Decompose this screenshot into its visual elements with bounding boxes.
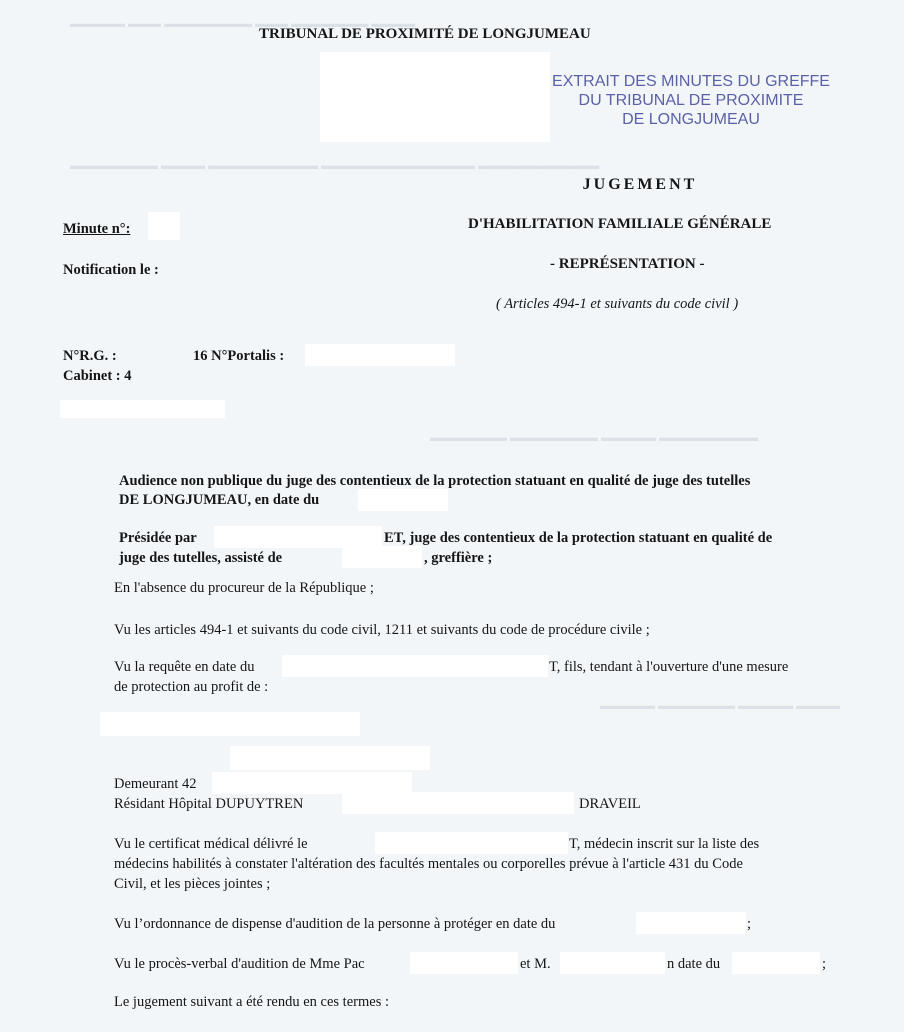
notification-label: Notification le : (63, 262, 159, 278)
pv-date: n date du (667, 956, 721, 972)
redaction-block (320, 52, 550, 142)
articles-line: Vu les articles 494-1 et suivants du code civil, 1211 et suivants du code de procédure civile ; (114, 622, 650, 638)
order-end: ; (747, 916, 752, 932)
request-line-2: de protection au profit de : (114, 679, 269, 695)
resident-label: Résidant Hôpital DUPUYTREN (114, 796, 304, 812)
certificate-start: Vu le certificat médical délivré le (114, 836, 308, 852)
redaction-block (636, 912, 746, 934)
judgement-articles: ( Articles 494-1 et suivants du code civil ) (496, 296, 739, 312)
redaction-block (282, 655, 548, 677)
redaction-block (60, 400, 225, 418)
redaction-block (100, 712, 360, 736)
redaction-block (214, 526, 382, 548)
certificate-line-2: médecins habilités à constater l'altération des facultés mentales ou corporelles prévue à l'article 431 du Code (114, 856, 743, 872)
absence-line: En l'absence du procureur de la République ; (114, 580, 374, 596)
residing-label: Demeurant 42 (114, 776, 197, 792)
pv-mid: et M. (520, 956, 551, 972)
pv-end: ; (822, 956, 827, 972)
minute-label: Minute n°: (63, 221, 131, 237)
certificate-end: T, médecin inscrit sur la liste des (569, 836, 760, 852)
presided-start: Présidée par (119, 530, 197, 546)
bleed-through-text: ▬▬▬▬▬▬▬▬ ▬▬▬▬ ▬▬▬▬▬▬▬▬▬▬ ▬▬▬▬▬▬▬▬▬▬▬▬▬▬ ▬▬▬▬▬▬▬▬▬▬▬ (70, 160, 600, 172)
redaction-block (375, 832, 568, 854)
request-start: Vu la requête en date du (114, 659, 255, 675)
order-line: Vu l’ordonnance de dispense d'audition de la personne à protéger en date du (114, 916, 556, 932)
request-end: T, fils, tendant à l'ouverture d'une mesure (549, 659, 789, 675)
presided-line-2-start: juge des tutelles, assisté de (119, 550, 283, 566)
bleed-through-text: ▬▬▬▬▬▬▬ ▬▬▬▬▬▬▬▬ ▬▬▬▬▬ ▬▬▬▬▬▬▬▬▬ (430, 432, 759, 444)
stamp-line-1: EXTRAIT DES MINUTES DU GREFFE (552, 73, 830, 90)
redaction-block (342, 792, 574, 814)
redaction-block (358, 489, 448, 511)
redaction-block (148, 212, 180, 240)
resident-city: DRAVEIL (579, 796, 641, 812)
hearing-line-2: DE LONGJUMEAU, en date du (119, 492, 320, 508)
stamp-line-2: DU TRIBUNAL DE PROXIMITE (578, 92, 804, 109)
redaction-block (560, 952, 665, 974)
rg-label: N°R.G. : (63, 348, 117, 364)
presided-line-2-end: , greffière ; (424, 550, 493, 566)
pv-start: Vu le procès-verbal d'audition de Mme Pac (114, 956, 365, 972)
redaction-block (305, 344, 455, 366)
redaction-block (732, 952, 820, 974)
hearing-line-1: Audience non publique du juge des contentieux de la protection statuant en qualité de juge des tutelles (119, 473, 751, 489)
bleed-through-text: ▬▬▬▬▬ ▬▬▬ ▬▬▬▬▬▬▬▬ ▬▬▬ ▬▬▬▬▬▬▬ ▬▬▬▬ (70, 18, 416, 30)
redaction-block (342, 546, 422, 568)
certificate-line-3: Civil, et les pièces jointes ; (114, 876, 271, 892)
clerk-stamp (536, 73, 846, 129)
judgement-intro: Le jugement suivant a été rendu en ces termes : (114, 994, 389, 1010)
redaction-block (230, 746, 430, 770)
court-header: TRIBUNAL DE PROXIMITÉ DE LONGJUMEAU (259, 26, 591, 42)
bleed-through-text: ▬▬▬▬▬ ▬▬▬▬▬▬▬ ▬▬▬▬▬ ▬▬▬▬ (600, 700, 841, 712)
judgement-subtitle: D'HABILITATION FAMILIALE GÉNÉRALE (468, 216, 772, 232)
judgement-title: JUGEMENT (582, 176, 698, 193)
judgement-kind: - REPRÉSENTATION - (550, 256, 705, 272)
cabinet-label: Cabinet : 4 (63, 368, 132, 384)
portalis-label: 16 N°Portalis : (193, 348, 285, 364)
redaction-block (410, 952, 518, 974)
stamp-line-3: DE LONGJUMEAU (622, 111, 760, 128)
redaction-block (212, 772, 412, 794)
presided-end: ET, juge des contentieux de la protection statuant en qualité de (384, 530, 773, 546)
